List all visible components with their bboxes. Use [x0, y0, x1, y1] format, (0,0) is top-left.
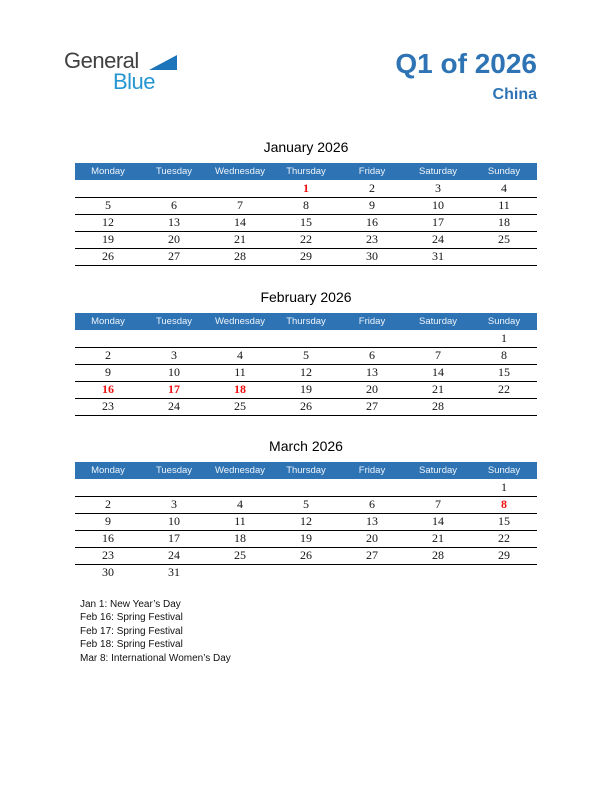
day-cell: 6 [339, 347, 405, 364]
empty-day-cell [273, 330, 339, 347]
page-title: Q1 of 2026 [395, 48, 537, 79]
day-cell: 22 [471, 530, 537, 547]
day-cell: 26 [75, 248, 141, 265]
day-cell: 5 [273, 347, 339, 364]
legend-item: Jan 1: New Year’s Day [80, 599, 181, 610]
day-cell: 28 [207, 248, 273, 265]
day-cell: 14 [405, 513, 471, 530]
weekday-header-cell: Tuesday [141, 163, 207, 180]
day-cell: 24 [405, 231, 471, 248]
weekday-header-cell: Monday [75, 313, 141, 330]
holiday-day-cell: 17 [141, 381, 207, 398]
day-cell: 13 [339, 364, 405, 381]
weekday-header-row [75, 462, 537, 479]
day-cell: 7 [405, 347, 471, 364]
empty-day-cell [339, 330, 405, 347]
empty-day-cell [339, 479, 405, 496]
day-cell: 8 [471, 347, 537, 364]
day-cell: 4 [471, 180, 537, 197]
day-cell: 27 [339, 398, 405, 415]
day-cell: 12 [273, 513, 339, 530]
weekday-header-cell: Saturday [405, 462, 471, 479]
empty-day-cell [207, 479, 273, 496]
day-cell: 31 [405, 248, 471, 265]
day-cell: 20 [339, 530, 405, 547]
week-row [75, 248, 537, 265]
logo-flag-triangle-icon [149, 55, 177, 70]
day-cell: 21 [405, 381, 471, 398]
day-cell: 12 [273, 364, 339, 381]
day-cell: 20 [141, 231, 207, 248]
day-cell: 31 [168, 565, 180, 580]
day-cell: 20 [339, 381, 405, 398]
weekday-header-cell: Thursday [273, 462, 339, 479]
holiday-day-cell: 18 [207, 381, 273, 398]
day-cell: 5 [75, 197, 141, 214]
week-row [75, 231, 537, 248]
empty-day-cell [471, 564, 537, 581]
empty-day-cell [405, 330, 471, 347]
calendar-table [75, 462, 537, 581]
day-cell: 14 [207, 214, 273, 231]
day-cell: 1 [471, 479, 537, 496]
day-cell: 9 [339, 197, 405, 214]
day-cell: 2 [75, 347, 141, 364]
day-cell: 8 [273, 197, 339, 214]
month-section-february [75, 289, 537, 416]
empty-day-cell [141, 180, 207, 197]
month-title: February 2026 [260, 289, 352, 305]
day-cell: 29 [471, 547, 537, 564]
weekday-header-cell: Tuesday [141, 462, 207, 479]
day-cell: 17 [405, 214, 471, 231]
logo-text-general: General [64, 48, 139, 73]
day-cell: 2 [339, 180, 405, 197]
empty-day-cell [273, 564, 339, 581]
day-cell: 23 [339, 231, 405, 248]
week-row [75, 180, 537, 197]
week-row [75, 547, 537, 564]
day-cell: 25 [207, 398, 273, 415]
day-cell: 9 [75, 513, 141, 530]
day-cell: 11 [207, 364, 273, 381]
empty-day-cell [207, 180, 273, 197]
day-cell: 10 [405, 197, 471, 214]
week-row [75, 347, 537, 364]
month-section-march [75, 438, 537, 581]
legend-item: Mar 8: International Women’s Day [80, 652, 231, 664]
day-cell: 11 [471, 197, 537, 214]
day-cell: 9 [75, 364, 141, 381]
empty-day-cell [339, 564, 405, 581]
weekday-header-cell: Sunday [471, 313, 537, 330]
empty-day-cell [75, 330, 141, 347]
day-cell: 21 [405, 530, 471, 547]
week-row [75, 496, 537, 513]
day-cell: 28 [405, 398, 471, 415]
day-cell: 24 [141, 398, 207, 415]
document-header [395, 48, 537, 106]
week-row [75, 513, 537, 530]
day-cell: 21 [207, 231, 273, 248]
weekday-header-cell: Friday [339, 163, 405, 180]
holidays-legend [80, 598, 231, 665]
legend-item: Feb 18: Spring Festival [80, 639, 183, 651]
empty-day-cell [141, 479, 207, 496]
weekday-header-cell: Monday [75, 462, 141, 479]
weekday-header-cell: Wednesday [207, 462, 273, 479]
day-cell: 3 [141, 347, 207, 364]
day-cell: 3 [405, 180, 471, 197]
day-cell: 3 [141, 496, 207, 513]
day-cell: 15 [273, 214, 339, 231]
day-cell: 27 [339, 547, 405, 564]
day-cell: 7 [207, 197, 273, 214]
empty-day-cell [471, 398, 537, 415]
week-row [75, 214, 537, 231]
day-cell: 15 [471, 364, 537, 381]
week-row [75, 364, 537, 381]
day-cell: 5 [273, 496, 339, 513]
weekday-header-cell: Tuesday [141, 313, 207, 330]
empty-day-cell [75, 479, 141, 496]
calendar-table [75, 313, 537, 416]
day-cell: 13 [339, 513, 405, 530]
week-row [75, 479, 537, 496]
day-cell: 15 [471, 513, 537, 530]
week-row [75, 381, 537, 398]
weekday-header-row [75, 313, 537, 330]
day-cell: 24 [141, 547, 207, 564]
empty-day-cell [405, 564, 471, 581]
month-title: January 2026 [263, 139, 349, 155]
day-cell: 19 [273, 381, 339, 398]
day-cell: 19 [75, 231, 141, 248]
empty-day-cell [273, 479, 339, 496]
week-row [75, 197, 537, 214]
day-cell: 13 [141, 214, 207, 231]
day-cell: 22 [273, 231, 339, 248]
day-cell: 28 [405, 547, 471, 564]
day-cell: 26 [273, 398, 339, 415]
day-cell: 30 [339, 248, 405, 265]
holiday-day-cell: 1 [273, 180, 339, 197]
month-section-january [75, 139, 537, 266]
day-cell: 17 [141, 530, 207, 547]
legend-item: Feb 17: Spring Festival [80, 625, 183, 637]
day-cell: 27 [141, 248, 207, 265]
day-cell: 23 [75, 398, 141, 415]
day-cell: 6 [339, 496, 405, 513]
day-cell: 25 [207, 547, 273, 564]
day-cell: 22 [471, 381, 537, 398]
day-cell: 10 [141, 364, 207, 381]
day-cell: 16 [75, 530, 141, 547]
empty-day-cell [471, 248, 537, 265]
logo-text-blue: Blue [113, 69, 156, 94]
holiday-day-cell: 16 [75, 381, 141, 398]
empty-day-cell [141, 330, 207, 347]
calendar-table [75, 163, 537, 266]
week-row [75, 398, 537, 415]
empty-day-cell [207, 564, 273, 581]
day-cell: 25 [471, 231, 537, 248]
holiday-day-cell: 8 [471, 496, 537, 513]
week-row [75, 330, 537, 347]
day-cell: 2 [75, 496, 141, 513]
day-cell: 23 [75, 547, 141, 564]
day-cell: 7 [405, 496, 471, 513]
page-subtitle: China [492, 86, 537, 103]
weekday-header-cell: Friday [339, 462, 405, 479]
week-row [75, 530, 537, 547]
month-title: March 2026 [269, 438, 343, 454]
general-blue-logo [64, 48, 194, 96]
weekday-header-cell: Thursday [273, 163, 339, 180]
weekday-header-cell: Wednesday [207, 163, 273, 180]
day-cell: 11 [207, 513, 273, 530]
weekday-header-cell: Sunday [471, 163, 537, 180]
day-cell: 14 [405, 364, 471, 381]
day-cell: 29 [273, 248, 339, 265]
weekday-header-cell: Monday [75, 163, 141, 180]
day-cell: 16 [339, 214, 405, 231]
day-cell: 30 [102, 565, 114, 580]
week-row [75, 564, 537, 581]
day-cell: 4 [207, 496, 273, 513]
day-cell: 12 [75, 214, 141, 231]
weekday-header-cell: Wednesday [207, 313, 273, 330]
day-cell: 1 [471, 330, 537, 347]
day-cell: 18 [471, 214, 537, 231]
weekday-header-cell: Thursday [273, 313, 339, 330]
day-cell: 10 [141, 513, 207, 530]
day-cell: 18 [207, 530, 273, 547]
weekday-header-cell: Sunday [471, 462, 537, 479]
weekday-header-cell: Saturday [405, 163, 471, 180]
empty-day-cell [405, 479, 471, 496]
empty-day-cell [207, 330, 273, 347]
weekday-header-cell: Saturday [405, 313, 471, 330]
legend-item: Feb 16: Spring Festival [80, 612, 183, 624]
day-cell: 19 [273, 530, 339, 547]
day-cell: 26 [273, 547, 339, 564]
day-cell: 6 [141, 197, 207, 214]
weekday-header-row [75, 163, 537, 180]
empty-day-cell [75, 180, 141, 197]
weekday-header-cell: Friday [339, 313, 405, 330]
day-cell: 4 [207, 347, 273, 364]
